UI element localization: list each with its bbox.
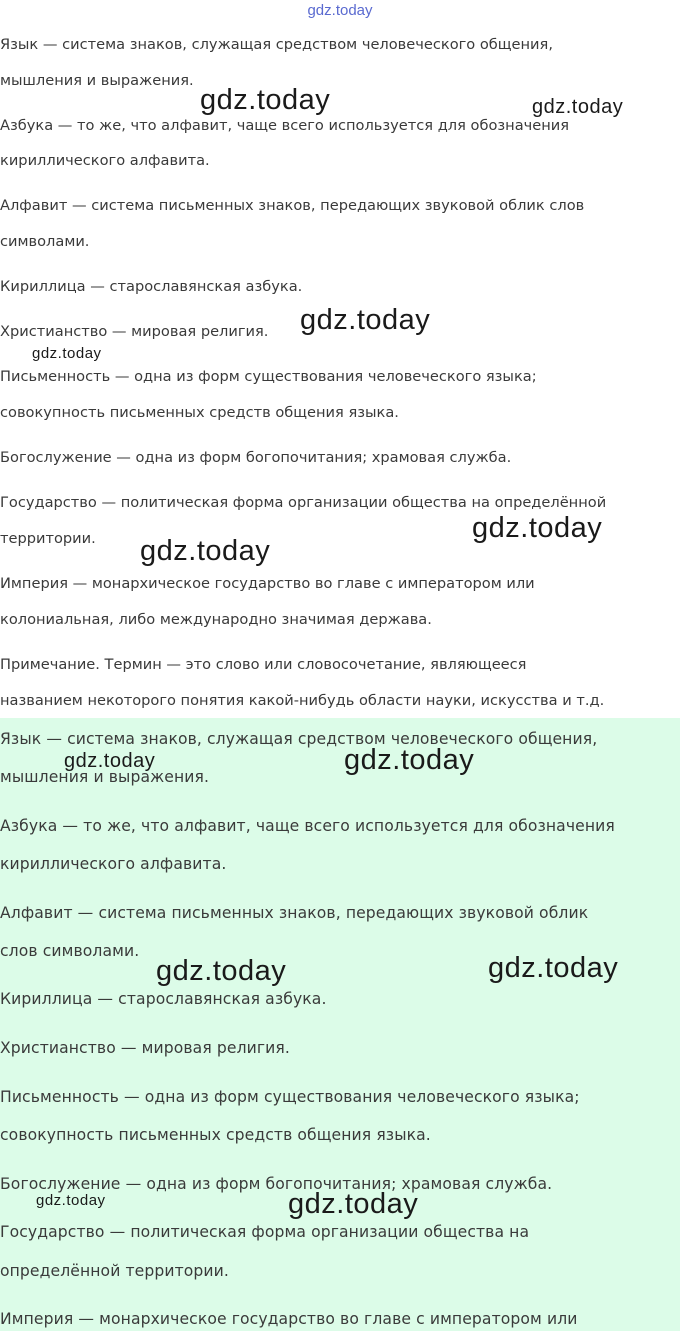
text-line: Богослужение — одна из форм богопочитания; храмовая служба. xyxy=(0,1175,553,1193)
watermark: gdz.today xyxy=(488,952,619,984)
watermark: gdz.today xyxy=(64,750,156,772)
text-line: Христианство — мировая религия. xyxy=(0,1039,290,1057)
watermark: gdz.today xyxy=(156,955,287,987)
text-line: территории. xyxy=(0,530,96,547)
text-line: Богослужение — одна из форм богопочитания; храмовая служба. xyxy=(0,449,512,466)
text-line: Язык — система знаков, служащая средством человеческого общения, xyxy=(0,730,598,748)
text-line: Империя — монархическое государство во главе с императором или xyxy=(0,1310,578,1328)
definitions-section-green xyxy=(0,718,680,1331)
text-line: определённой территории. xyxy=(0,1262,229,1280)
text-line: Кириллица — старославянская азбука. xyxy=(0,278,303,295)
text-line: кириллического алфавита. xyxy=(0,152,210,169)
text-line: мышления и выражения. xyxy=(0,72,194,89)
text-line: Письменность — одна из форм существования человеческого языка; xyxy=(0,1088,580,1106)
watermark: gdz.today xyxy=(532,96,624,118)
text-line: Кириллица — старославянская азбука. xyxy=(0,990,327,1008)
text-line: колониальная, либо международно значимая держава. xyxy=(0,611,432,628)
header-watermark: gdz.today xyxy=(307,2,373,19)
watermark: gdz.today xyxy=(36,1192,106,1209)
watermark: gdz.today xyxy=(344,744,475,776)
text-line: Государство — политическая форма организации общества на определённой xyxy=(0,494,607,511)
text-line: Империя — монархическое государство во главе с императором или xyxy=(0,575,535,592)
text-line: Письменность — одна из форм существования человеческого языка; xyxy=(0,368,537,385)
text-line: названием некоторого понятия какой-нибудь области науки, искусства и т.д. xyxy=(0,692,605,709)
text-line: Государство — политическая форма организации общества на xyxy=(0,1223,530,1241)
text-line: Язык — система знаков, служащая средством человеческого общения, xyxy=(0,36,553,53)
watermark: gdz.today xyxy=(472,512,603,544)
text-line: символами. xyxy=(0,233,90,250)
text-line: совокупность письменных средств общения языка. xyxy=(0,404,399,421)
watermark: gdz.today xyxy=(32,345,102,362)
watermark: gdz.today xyxy=(300,304,431,336)
text-line: совокупность письменных средств общения языка. xyxy=(0,1126,431,1144)
watermark: gdz.today xyxy=(140,535,271,567)
text-line: Примечание. Термин — это слово или словосочетание, являющееся xyxy=(0,656,527,673)
text-line: Алфавит — система письменных знаков, передающих звуковой облик xyxy=(0,904,589,922)
text-line: Азбука — то же, что алфавит, чаще всего используется для обозначения xyxy=(0,117,570,134)
text-line: Христианство — мировая религия. xyxy=(0,323,269,340)
text-line: Алфавит — система письменных знаков, передающих звуковой облик слов xyxy=(0,197,585,214)
watermark: gdz.today xyxy=(200,84,331,116)
text-line: мышления и выражения. xyxy=(0,768,210,786)
watermark: gdz.today xyxy=(288,1188,419,1220)
text-line: кириллического алфавита. xyxy=(0,855,227,873)
text-line: слов символами. xyxy=(0,942,140,960)
text-line: Азбука — то же, что алфавит, чаще всего используется для обозначения xyxy=(0,817,615,835)
